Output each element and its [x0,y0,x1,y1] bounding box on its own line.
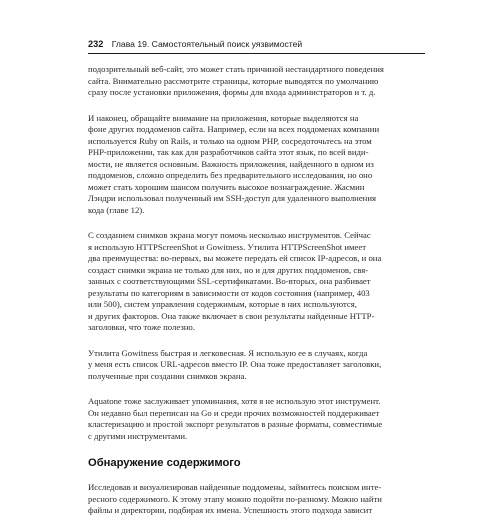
text-line: Aquatone тоже заслуживает упоминания, хотя я не использую этот инструмент. [88,396,381,406]
text-line: и других факторов. Она также включает в свои результаты найденные HTTP- [88,310,375,321]
header-rule [88,53,425,54]
text-line: кластеризацию и простой экспорт результатов в разные форматы, совместимые [88,419,383,429]
text-line: или 500), систем управления содержимым, которые в них используются, [88,299,357,309]
section-heading: Обнаружение содержимого [88,457,241,469]
paragraph-1 [88,64,426,99]
text-line: ресного содержимого. К этому этапу можно подойти по-разному. Можно найти [88,493,382,504]
page-body [88,64,426,531]
paragraph-3 [88,230,426,334]
text-line: у меня есть список URL-адресов вместо IP. Она тоже предоставляет заголовки, [88,359,382,369]
text-line: И наконец, обращайте внимание на приложения, которые выделяются на [88,112,359,123]
text-line: фоне других поддоменов сайта. Например, если на всех поддоменах компании [88,124,380,134]
text-line: кода (главе 12). [88,204,145,215]
chapter-title: Глава 19. Самостоятельный поиск уязвимостей [111,39,303,49]
text-line: Лэндри использовал полученный им SSH-доступ для удаленного выполнения [88,193,376,203]
paragraph-5 [88,396,426,442]
text-line: PHP-приложении, так как для разработчиков сайта этот язык, по всей види- [88,147,369,157]
text-line: результаты по категориям в зависимости от кодов состояния (например, 403 [88,287,370,298]
text-line: сайта. Внимательно рассмотрите страницы, которые выводятся по умолчанию [88,75,379,86]
text-line: поддоменов, сложно определить без предварительного исследования, но оно [88,170,373,180]
paragraph-2 [88,113,426,217]
text-line: Исследовав и визуализировав найденные поддомены, займитесь поиском инте- [88,482,382,492]
text-line: файлы и директории, подбирая их имена. Успешность этого подхода зависит [88,505,373,515]
text-line: полученные при создании снимков экрана. [88,370,247,381]
text-line: подозрительный веб-сайт, это может стать причиной нестандартного поведения [88,64,384,74]
paragraph-4 [88,348,426,383]
text-line: С созданием снимков экрана могут помочь несколько инструментов. Сейчас [88,230,371,240]
text-line: Он недавно был переписан на Go и среди прочих возможностей поддерживает [88,407,380,418]
text-line: заголовки, что тоже полезно. [88,322,195,332]
text-line: два преимущества: во-первых, вы можете передать ей список IP-адресов, и она [88,253,382,263]
text-line: Утилита Gowitness быстрая и легковесная. Я использую ее в случаях, когда [88,347,368,358]
text-line: занных с соответствующими SSL-сертификатами. Во-вторых, она разбивает [88,276,371,286]
text-line: может стать хорошим шансом получить высокое вознаграждение. Жасмин [88,181,365,192]
text-line: с другими инструментами. [88,430,188,441]
text-line: создаст снимки экрана не только для них, но и для других поддоменов, свя- [88,264,369,275]
section-paragraph [88,482,426,517]
text-line: используется Ruby on Rails, и только на одном PHP, сосредоточьтесь на этом [88,135,372,146]
text-line: мости, не является основным. Важность приложения, найденного в одном из [88,158,374,169]
page-number: 232 [88,39,104,49]
text-line: сразу после установки приложения, формы для входа администраторов и т. д. [88,87,376,97]
text-line: я использую HTTPScreenShot и Gowitness. Утилита HTTPScreenShot имеет [88,241,367,252]
